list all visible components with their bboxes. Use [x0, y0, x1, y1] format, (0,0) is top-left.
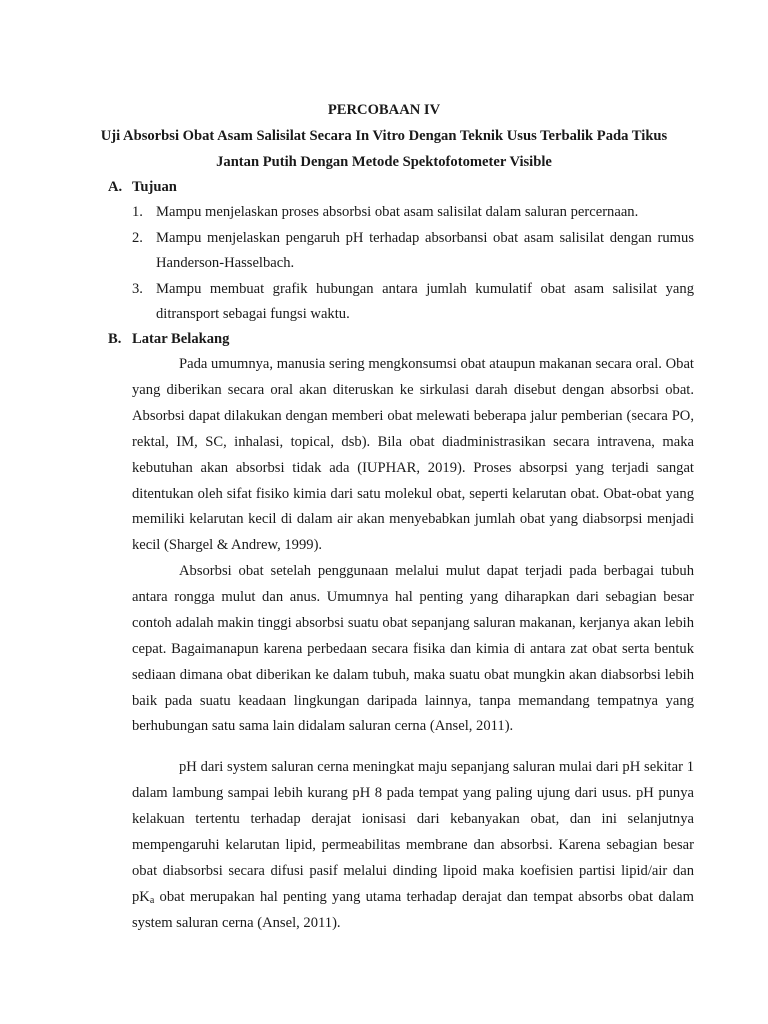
- section-a-title: Tujuan: [132, 179, 177, 195]
- paragraph-3-text-end: obat merupakan hal penting yang utama terhadap derajat dan tempat absorbs obat dalam system saluran cerna (Ansel, 2011).: [132, 888, 694, 932]
- objective-text: Mampu membuat grafik hubungan antara jumlah kumulatif obat asam salisilat yang ditransport sebagai fungsi waktu.: [156, 280, 694, 322]
- objective-number: 1.: [132, 204, 143, 220]
- background-paragraph-3: [132, 755, 694, 937]
- section-b-letter: B.: [108, 331, 122, 347]
- objective-item-3: [132, 277, 694, 328]
- objective-text: Mampu menjelaskan pengaruh pH terhadap absorbansi obat asam salisilat dengan rumus Handerson-Hasselbach.: [156, 229, 694, 271]
- objective-item-2: [132, 226, 694, 277]
- objective-item-1: [132, 200, 694, 226]
- background-paragraph-2: Absorbsi obat setelah penggunaan melalui mulut dapat terjadi pada berbagai tubuh antara rongga mulut dan anus. Umumnya hal penting yang diharapkan dari sebagian besar contoh adalah makin tinggi absorbsi suatu obat sepanjang saluran makanan, kerjanya akan lebih cepat. Bagaimanapun karena perbedaan secara fisika dan kimia di antara zat obat serta bentuk sediaan dimana obat diberikan ke dalam tubuh, maka suatu obat mungkin akan diabsorbsi lebih baik pada suatu keadaan lingkungan daripada lainnya, tanpa memandang tempatnya yang berhubungan satu sama lain didalam saluran cerna (Ansel, 2011).: [132, 563, 694, 735]
- section-b-heading: [108, 327, 229, 352]
- section-b-title: Latar Belakang: [132, 331, 230, 347]
- pka-subscript: a: [149, 894, 155, 906]
- background-paragraph-1: Pada umumnya, manusia sering mengkonsumsi obat ataupun makanan secara oral. Obat yang diberikan secara oral akan diteruskan ke sirkulasi darah disebut dengan absorbsi obat. Absorbsi dapat dilakukan dengan memberi obat melewati beberapa jalur pemberian (secara PO, rektal, IM, SC, inhalasi, topical, dsb). Bila obat diadministrasikan secara intravena, maka kebutuhan akan absorbsi tidak ada (IUPHAR, 2019). Proses absorpsi yang terjadi sangat ditentukan oleh sifat fisiko kimia dari satu molekul obat, seperti kelarutan obat. Obat-obat yang memiliki kelarutan kecil di dalam air akan menyebabkan jumlah obat yang diabsorpsi menjadi kecil (Shargel & Andrew, 1999).: [132, 356, 694, 554]
- objective-text: Mampu menjelaskan proses absorbsi obat asam salisilat dalam saluran percernaan.: [156, 204, 639, 220]
- objective-number: 2.: [132, 229, 143, 246]
- document-subtitle: Uji Absorbsi Obat Asam Salisilat Secara In Vitro Dengan Teknik Usus Terbalik Pada Tikus Jantan Putih Dengan Metode Spektofotometer Visible: [100, 128, 668, 170]
- document-title: PERCOBAAN IV: [327, 102, 441, 118]
- paragraph-3-text-start: pH dari system saluran cerna meningkat maju sepanjang saluran mulai dari pH sekitar 1 dalam lambung sampai lebih kurang pH 8 pada tempat yang paling ujung dari usus. pH punya kelakuan tertentu terhadap derajat ionisasi dari kebanyakan obat, dan ini selanjutnya mempengaruhi kelarutan lipid, permeabilitas membrane dan absorbsi. Karena sebagian besar obat diabsorbsi secara difusi pasif melalui dinding lipoid maka koefisien partisi lipid/air dan pK: [132, 759, 694, 905]
- section-a-heading: [108, 175, 177, 200]
- section-a-letter: A.: [108, 179, 123, 195]
- objective-number: 3.: [132, 280, 143, 297]
